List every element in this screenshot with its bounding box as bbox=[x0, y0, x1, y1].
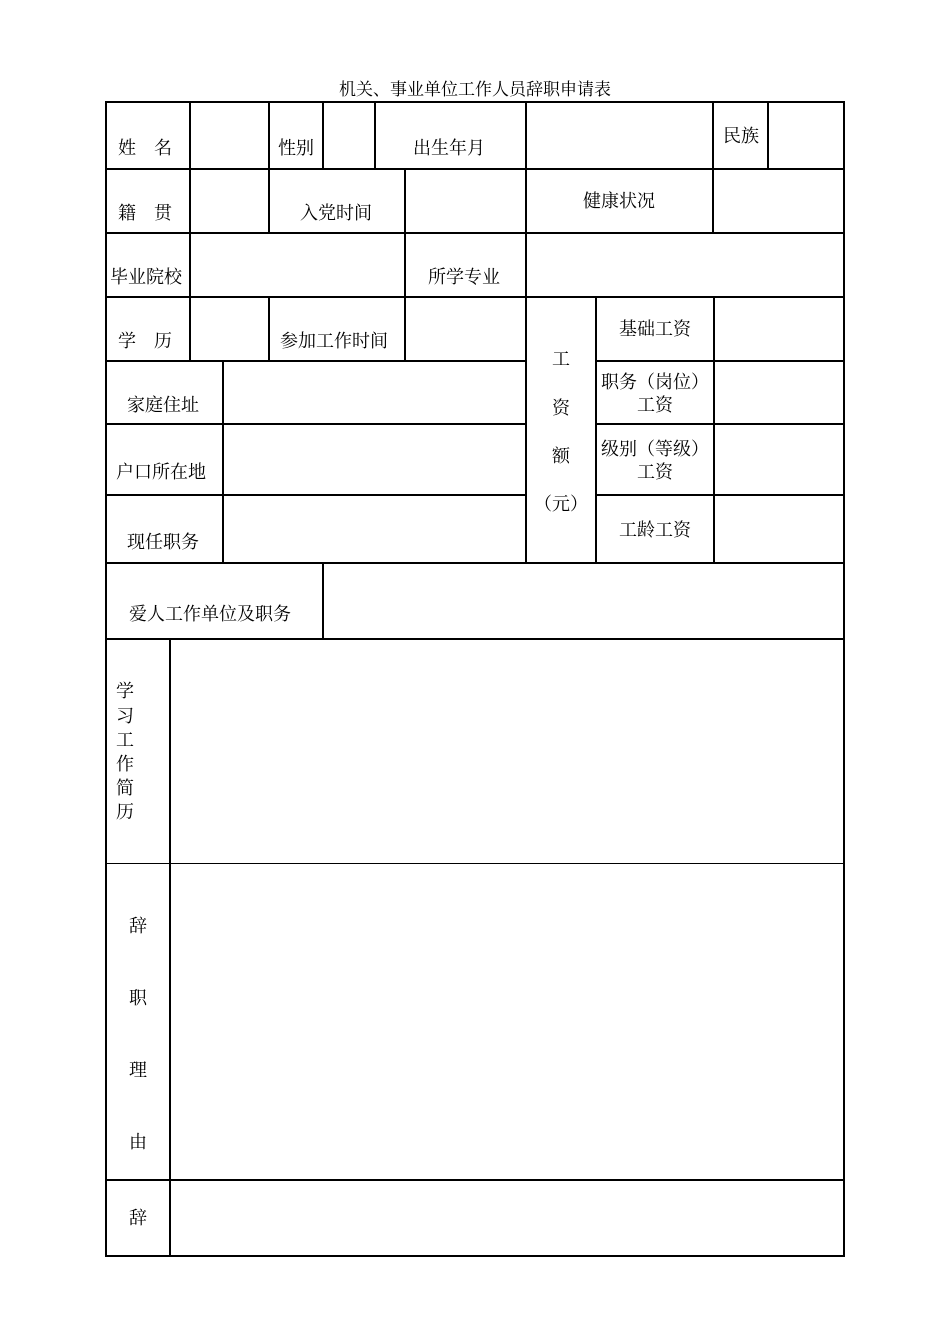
input-hukou-location[interactable] bbox=[224, 425, 525, 494]
label-spouse-work: 爱人工作单位及职务 bbox=[129, 604, 291, 625]
label-resume-6: 历 bbox=[116, 802, 134, 823]
input-ethnicity[interactable] bbox=[769, 103, 843, 168]
label-salary-2: 资 bbox=[552, 398, 570, 419]
label-birth: 出生年月 bbox=[413, 138, 485, 159]
label-salary-1: 工 bbox=[552, 349, 570, 370]
label-resign-reason-1: 辞 bbox=[129, 916, 147, 937]
label-resume-2: 习 bbox=[116, 706, 134, 727]
label-grade-salary-line2: 工资 bbox=[637, 462, 673, 483]
label-health: 健康状况 bbox=[583, 191, 655, 212]
input-resign-bottom[interactable] bbox=[171, 1181, 843, 1255]
label-resign-reason-3: 理 bbox=[129, 1060, 147, 1081]
input-home-address[interactable] bbox=[224, 362, 525, 423]
input-spouse-work[interactable] bbox=[324, 564, 843, 638]
col-divider bbox=[268, 101, 270, 169]
input-gender[interactable] bbox=[324, 103, 374, 168]
input-health[interactable] bbox=[714, 170, 843, 232]
input-base-salary[interactable] bbox=[715, 298, 843, 360]
input-major[interactable] bbox=[527, 234, 843, 296]
label-resume-1: 学 bbox=[116, 681, 134, 702]
input-party-join-date[interactable] bbox=[406, 170, 525, 232]
input-name[interactable] bbox=[191, 103, 268, 168]
label-base-salary: 基础工资 bbox=[619, 319, 691, 340]
row-divider bbox=[105, 863, 845, 864]
col-divider bbox=[268, 296, 270, 361]
label-work-start-date: 参加工作时间 bbox=[280, 331, 388, 352]
label-salary-4: （元） bbox=[534, 494, 588, 515]
label-resume-3: 工 bbox=[116, 730, 134, 751]
input-post-salary[interactable] bbox=[715, 362, 843, 423]
label-ethnicity: 民族 bbox=[723, 126, 759, 147]
label-resume-5: 简 bbox=[116, 778, 134, 799]
input-seniority-salary[interactable] bbox=[715, 496, 843, 562]
input-resign-reason[interactable] bbox=[171, 865, 843, 1179]
label-gender: 性别 bbox=[278, 138, 314, 159]
label-current-position: 现任职务 bbox=[127, 532, 199, 553]
label-major: 所学专业 bbox=[428, 267, 500, 288]
col-divider bbox=[268, 168, 270, 233]
label-home-address: 家庭住址 bbox=[127, 395, 199, 416]
label-post-salary-line2: 工资 bbox=[637, 395, 673, 416]
label-party-join-date: 入党时间 bbox=[300, 203, 372, 224]
label-education: 学 历 bbox=[118, 331, 172, 352]
label-school: 毕业院校 bbox=[110, 267, 182, 288]
input-birth[interactable] bbox=[527, 103, 712, 168]
input-current-position[interactable] bbox=[224, 496, 525, 562]
label-resign-bottom: 辞 bbox=[129, 1208, 147, 1229]
label-post-salary-line1: 职务（岗位） bbox=[601, 372, 709, 393]
input-school[interactable] bbox=[191, 234, 404, 296]
label-name: 姓 名 bbox=[118, 138, 172, 159]
input-grade-salary[interactable] bbox=[715, 425, 843, 494]
input-work-start-date[interactable] bbox=[406, 298, 525, 360]
label-seniority-salary: 工龄工资 bbox=[619, 520, 691, 541]
input-resume[interactable] bbox=[171, 640, 843, 863]
col-divider bbox=[374, 101, 376, 169]
input-education[interactable] bbox=[191, 298, 268, 360]
label-hukou-location: 户口所在地 bbox=[116, 462, 206, 483]
label-grade-salary-line1: 级别（等级） bbox=[601, 439, 709, 460]
label-resign-reason-2: 职 bbox=[129, 988, 147, 1009]
input-native-place[interactable] bbox=[191, 170, 268, 232]
label-native-place: 籍 贯 bbox=[118, 203, 172, 224]
label-resign-reason-4: 由 bbox=[129, 1132, 147, 1153]
form-title: 机关、事业单位工作人员辞职申请表 bbox=[339, 80, 611, 100]
label-resume-4: 作 bbox=[116, 754, 134, 775]
label-salary-3: 额 bbox=[552, 446, 570, 467]
